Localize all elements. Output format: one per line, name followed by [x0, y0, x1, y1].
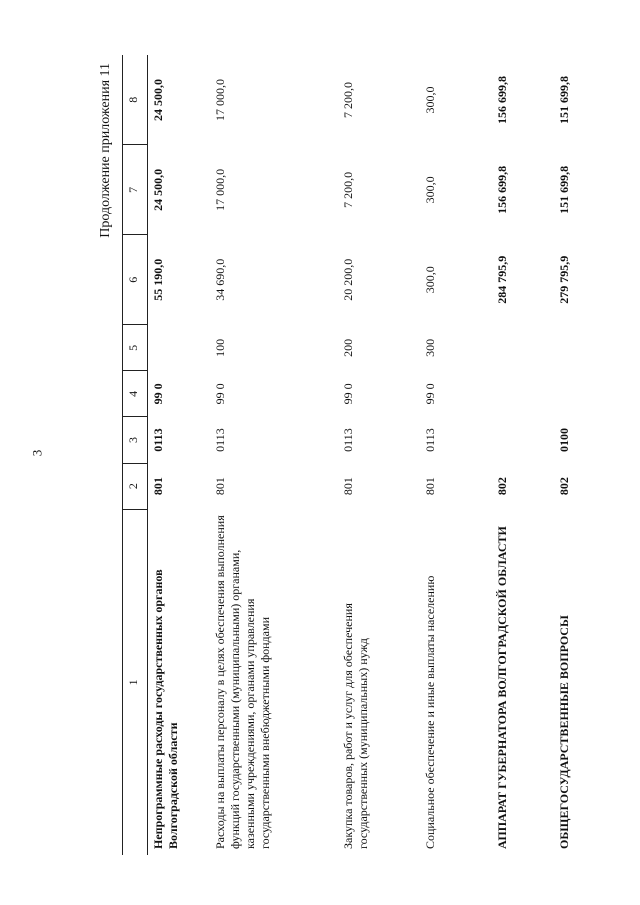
code-801-cell: 801 [212, 477, 227, 496]
amount-cell: 300,0 [422, 176, 437, 204]
table-row [492, 55, 554, 855]
code-801-cell: 802 [494, 477, 509, 496]
header-row [123, 55, 148, 855]
amount-cell: 300,0 [422, 266, 437, 294]
target-article-cell: 99 0 [340, 383, 355, 405]
expense-type-cell: 100 [212, 338, 227, 357]
amount-cell: 279 795,9 [556, 255, 571, 304]
code-801-cell: 801 [151, 477, 165, 496]
section-code-cell [492, 417, 554, 463]
expense-type-cell: 200 [340, 338, 355, 357]
amount-cell: 34 690,0 [212, 258, 227, 301]
amount-cell: 156 699,8 [494, 165, 509, 214]
expense-type-cell: 300 [422, 338, 437, 357]
expense-name-cell: Социальное обеспечение и иные выплаты населению [422, 575, 437, 849]
target-article-cell [492, 371, 554, 417]
expense-name-cell: ОБЩЕГОСУДАРСТВЕННЫЕ ВОПРОСЫ [556, 615, 571, 849]
code-801-cell: 801 [422, 477, 437, 496]
expense-type-cell [492, 325, 554, 371]
section-code-cell: 0113 [151, 428, 165, 452]
amount-cell: 284 795,9 [494, 255, 509, 304]
section-code-cell: 0100 [556, 428, 571, 453]
amount-cell: 55 190,0 [151, 258, 165, 301]
amount-cell: 7 200,0 [340, 81, 355, 118]
page-number: 3 [29, 449, 45, 457]
column-header: 4 [123, 371, 148, 417]
column-header: 2 [123, 463, 148, 509]
expense-name-cell: АППАРАТ ГУБЕРНАТОРА ВОЛГОГРАДСКОЙ ОБЛАСТИ [494, 526, 509, 849]
code-801-cell: 801 [340, 477, 355, 496]
section-code-cell: 0113 [340, 428, 355, 452]
amount-cell: 300,0 [422, 86, 437, 114]
code-801-cell: 802 [556, 477, 571, 496]
amount-cell: 151 699,8 [556, 165, 571, 214]
amount-cell: 156 699,8 [494, 75, 509, 124]
amount-cell: 24 500,0 [151, 78, 165, 121]
budget-table [122, 55, 616, 855]
target-article-cell: 99 0 [151, 383, 165, 405]
column-header: 1 [123, 509, 148, 855]
target-article-cell [554, 371, 616, 417]
amount-cell: 17 000,0 [212, 168, 227, 211]
expense-name-cell: Непрограммные расходы государственных органов Волгоградской области [151, 569, 180, 849]
rotated-page-content [80, 55, 571, 855]
table-row [338, 55, 420, 855]
target-article-cell: 99 0 [212, 383, 227, 405]
expense-name-cell: Расходы на выплаты персоналу в целях обеспечения выполнения функций государственными (муниципальными) органами, казенными учреждениями, органами управления государственными внебюджетными фондами [212, 515, 272, 849]
column-header: 8 [123, 55, 148, 145]
table-row [148, 55, 210, 855]
section-code-cell: 0113 [422, 428, 437, 452]
amount-cell: 151 699,8 [556, 75, 571, 124]
column-header: 7 [123, 145, 148, 235]
table-row [420, 55, 492, 855]
column-header: 6 [123, 235, 148, 325]
column-header: 5 [123, 325, 148, 371]
amount-cell: 24 500,0 [151, 168, 165, 211]
table-row [554, 55, 616, 855]
expense-type-cell [554, 325, 616, 371]
expense-name-cell: Закупка товаров, работ и услуг для обеспечения государственных (муниципальных) нужд [340, 603, 370, 849]
amount-cell: 7 200,0 [340, 171, 355, 208]
expense-type-cell [148, 325, 210, 371]
column-header: 3 [123, 417, 148, 463]
amount-cell: 20 200,0 [340, 258, 355, 301]
section-code-cell: 0113 [212, 428, 227, 452]
amount-cell: 17 000,0 [212, 78, 227, 121]
target-article-cell: 99 0 [422, 383, 437, 405]
appendix-caption: Продолжение приложения 11 [98, 63, 113, 238]
table-row [210, 55, 338, 855]
